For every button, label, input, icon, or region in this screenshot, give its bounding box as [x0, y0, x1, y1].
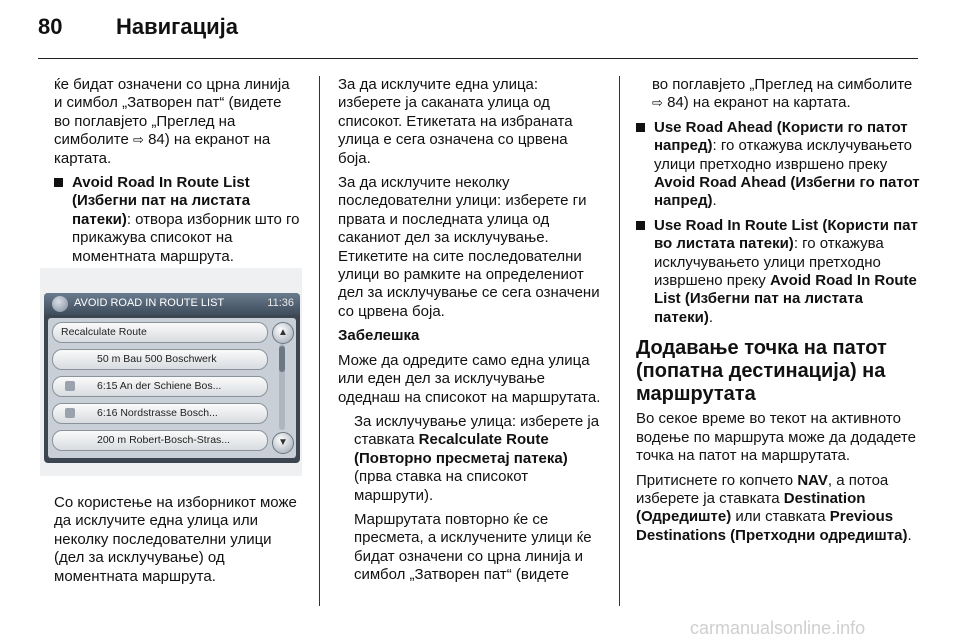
scroll-up-button[interactable]: ▲ [272, 322, 294, 344]
screen-title: AVOID ROAD IN ROUTE LIST [74, 297, 225, 309]
screen-clock: 11:36 [267, 297, 294, 309]
page-ref-arrow-icon: ⇨ [132, 132, 144, 148]
paragraph: Маршрутата повторно ќе се пресмета, а исклучените улици ќе бидат означени со црна линија и симбол „Затворен пат“ (видете [354, 510, 592, 584]
paragraph: Притиснете го копчето NAV, а потоа изберете ја ставката Destination (Одредиште) или ставката Previous Destinations (Претходни одредишта). [636, 471, 912, 544]
note-text: Може да одредите само една улица или еден дел за исклучување одеднаш на списокот на маршрутата. [338, 351, 601, 406]
direction-icon [65, 408, 75, 418]
paragraph: во поглавјето „Преглед на симболите ⇨ 84) на екранот на картата. [652, 76, 913, 112]
paragraph: За да исклучите една улица: изберете ја саканата улица од списокот. Етикетата на избраната улица е сега означена со црвена боја. [338, 76, 573, 167]
section-heading: Додавање точка на патот (попатна дестинација) на маршрутата [636, 337, 887, 406]
paragraph: Во секое време во текот на активното водење по маршрута може да додадете точка на патот на маршрутата. [636, 410, 916, 465]
route-list [48, 318, 296, 458]
page-number: 80 [38, 14, 63, 39]
chapter-title: Навигација [116, 14, 238, 39]
bullet-item-use-road-in-route-list: Use Road In Route List (Користи пат во листата патеки): го откажува исклучувањето улици претходно извршено преку Avoid Road In Route List (Избегни пат на листата патеки). [636, 217, 920, 327]
route-list-item[interactable]: 200 m Robert-Bosch-Stras... [52, 430, 268, 451]
route-list-item[interactable]: Recalculate Route [52, 322, 268, 343]
column-divider [619, 76, 620, 606]
bullet-square-icon [54, 178, 63, 187]
scrollbar-thumb[interactable] [279, 346, 285, 372]
route-list-item[interactable]: 6:16 Nordstrasse Bosch... [52, 403, 268, 424]
column-2 [338, 76, 604, 591]
paragraph: Со користење на изборникот може да исклучите една улица или неколку последователни улици (дел за исклучување) од моментната маршрута. [54, 494, 297, 585]
paragraph: ќе бидат означени со црна линија и симбол „Затворен пат“ (видете во поглавјето „Преглед на симболите ⇨ 84) на екранот на картата. [54, 76, 290, 167]
paragraph: За исклучување улица: изберете ја ставката Recalculate Route (Повторно пресметај патека) (прва ставка на списокот маршрути). [354, 412, 600, 504]
page-ref-arrow-icon: ⇨ [652, 95, 663, 111]
note-heading: Забелешка [338, 327, 420, 345]
watermark: carmanualsonline.info [690, 618, 866, 638]
route-list-item[interactable]: 50 m Bau 500 Boschwerk [52, 349, 268, 370]
avoid-road-screenshot [40, 268, 302, 476]
paragraph: За да исклучите неколку последователни улици: изберете ги првата и последната улица од саканиот дел за исклучување. Етикетите на сите последователни улици во рамките на определениот дел за исклучување се сега означени со црвена боја. [338, 174, 600, 320]
bullet-item-avoid-road-in-route-list: Avoid Road In Route List (Избегни пат на листата патеки): отвора изборник што го прикажува списокот на моментната маршрута. [54, 174, 300, 266]
column-3 [636, 76, 920, 551]
page-header [38, 14, 918, 44]
back-icon[interactable] [52, 296, 68, 312]
bullet-square-icon [636, 123, 645, 132]
bullet-item-use-road-ahead: Use Road Ahead (Користи го патот напред): го откажува исклучувањето улици претходно извршено преку Avoid Road Ahead (Избегни го патот напред). [636, 119, 920, 211]
screen-titlebar [44, 293, 300, 315]
column-divider [319, 76, 320, 606]
bullet-square-icon [636, 221, 645, 230]
route-list-item[interactable]: 6:15 An der Schiene Bos... [52, 376, 268, 397]
header-rule [38, 58, 918, 59]
scroll-down-button[interactable]: ▼ [272, 432, 294, 454]
direction-icon [65, 381, 75, 391]
